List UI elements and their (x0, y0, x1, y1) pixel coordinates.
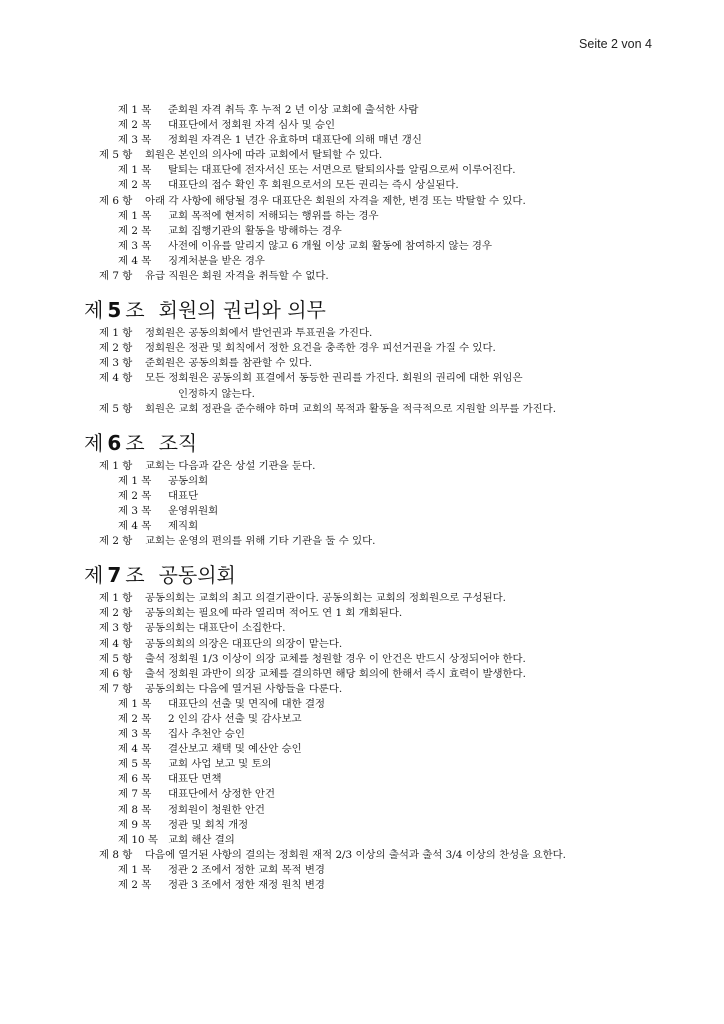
clause-text: 대표단에서 상정한 안건 (168, 788, 275, 801)
article-suffix: 조 (125, 563, 145, 588)
clause-label: 제 9 목 (118, 818, 152, 831)
clause-text: 정회원은 공동의회에서 발언권과 투표권을 가진다. (145, 327, 373, 340)
article-prefix: 제 (84, 563, 104, 588)
clause-line (84, 194, 664, 209)
article-number: 7 (107, 563, 122, 588)
clause-text: 대표단의 접수 확인 후 회원으로서의 모든 권리는 즉시 상실된다. (168, 179, 459, 192)
clause-label: 제 1 목 (118, 474, 152, 487)
item-line (84, 163, 664, 178)
clause-label: 제 10 목 (118, 833, 158, 846)
clause-label: 제 1 항 (99, 592, 133, 605)
clause-label: 제 8 목 (118, 803, 152, 816)
clause-text: 대표단에서 정회원 자격 심사 및 승인 (168, 119, 336, 132)
clause-text: 준회원 자격 취득 후 누적 2 년 이상 교회에 출석한 사람 (168, 104, 419, 116)
clause-text: 정관 3 조에서 정한 재정 원칙 변경 (168, 879, 325, 892)
clause-line (84, 371, 664, 386)
clause-label: 제 7 목 (118, 788, 152, 801)
article-suffix: 조 (125, 430, 145, 455)
item-line (84, 878, 664, 893)
clause-label: 제 1 목 (118, 697, 152, 710)
clause-text: 공동의회는 필요에 따라 열리며 적어도 연 1 회 개회된다. (145, 607, 403, 620)
clause-line (84, 667, 664, 682)
clause-line (84, 606, 664, 621)
clause-text: 교회 목적에 현저히 저해되는 행위를 하는 경우 (168, 209, 379, 222)
clause-label: 제 4 목 (118, 254, 152, 267)
clause-label: 제 2 목 (118, 119, 152, 132)
clause-label: 제 6 항 (99, 194, 133, 207)
clause-label: 제 5 목 (118, 758, 152, 771)
clause-label: 제 6 항 (99, 667, 133, 680)
clause-line (84, 341, 664, 356)
clause-label: 제 3 목 (118, 728, 152, 741)
clause-text: 공동의회 (168, 474, 209, 487)
item-line (84, 224, 664, 239)
clause-label: 제 1 항 (99, 327, 133, 340)
item-line (84, 803, 664, 818)
clause-line (84, 534, 664, 549)
clause-text: 2 인의 감사 선출 및 감사보고 (168, 713, 302, 725)
clause-label: 제 3 항 (99, 622, 133, 635)
item-line (84, 772, 664, 787)
clause-label: 제 2 목 (118, 713, 152, 725)
clause-text: 교회 사업 보고 및 토의 (168, 758, 272, 771)
clause-text: 정회원 자격은 1 년간 유효하며 대표단에 의해 매년 갱신 (168, 134, 422, 147)
clause-text: 모든 정회원은 공동의회 표결에서 동등한 권리를 가진다. 회원의 권리에 대한 위임은 (145, 372, 523, 385)
item-line (84, 697, 664, 712)
continuation-line (84, 387, 664, 402)
item-line (84, 239, 664, 254)
article-number: 5 (107, 298, 122, 323)
clause-text: 정관 2 조에서 정한 교회 목적 변경 (168, 863, 325, 876)
clause-text: 인정하지 않는다. (178, 387, 255, 400)
item-line (84, 818, 664, 833)
clause-text: 출석 정회원 1/3 이상이 의장 교체를 청원할 경우 이 안건은 반드시 상정되어야 한다. (145, 652, 526, 665)
clause-line (84, 637, 664, 652)
article-heading (84, 297, 664, 323)
article-title: 공동의회 (158, 563, 236, 588)
item-line (84, 757, 664, 772)
clause-text: 교회 해산 결의 (168, 833, 235, 846)
clause-text: 사전에 이유를 알리지 않고 6 개월 이상 교회 활동에 참여하지 않는 경우 (168, 239, 492, 252)
clause-text: 대표단 (168, 489, 199, 502)
clause-label: 제 2 목 (118, 179, 152, 192)
clause-label: 제 8 항 (99, 848, 133, 861)
clause-text: 회원은 교회 정관을 준수해야 하며 교회의 목적과 활동을 적극적으로 지원할 의무를 가진다. (145, 402, 557, 415)
clause-text: 유급 직원은 회원 자격을 취득할 수 없다. (145, 270, 329, 283)
item-line (84, 863, 664, 878)
clause-text: 아래 각 사항에 해당될 경우 대표단은 회원의 자격을 제한, 변경 또는 박탈할 수 있다. (145, 194, 526, 207)
article-title: 조직 (158, 430, 198, 455)
item-line (84, 118, 664, 133)
clause-label: 제 2 항 (99, 342, 133, 355)
clause-line (84, 402, 664, 417)
document-body (84, 103, 664, 893)
article-prefix: 제 (84, 298, 104, 323)
clause-label: 제 2 목 (118, 879, 152, 892)
item-line (84, 742, 664, 757)
item-line (84, 178, 664, 193)
clause-label: 제 2 목 (118, 489, 152, 502)
clause-text: 정관 및 회칙 개정 (168, 818, 249, 831)
clause-text: 교회 집행기관의 활동을 방해하는 경우 (168, 224, 342, 237)
clause-label: 제 7 항 (99, 270, 133, 283)
clause-label: 제 2 목 (118, 224, 152, 237)
clause-text: 운영위원회 (168, 504, 219, 517)
item-line (84, 474, 664, 489)
clause-text: 다음에 열거된 사항의 결의는 정회원 재적 2/3 이상의 출석과 출석 3/4 이상의 찬성을 요한다. (145, 848, 566, 861)
item-line (84, 209, 664, 224)
clause-label: 제 1 목 (118, 209, 152, 222)
item-line (84, 833, 664, 848)
clause-line (84, 356, 664, 371)
clause-label: 제 6 목 (118, 773, 152, 786)
clause-line (84, 459, 664, 474)
clause-text: 출석 정회원 과반이 의장 교체를 결의하면 해당 회의에 한해서 즉시 효력이 발생한다. (145, 667, 526, 680)
clause-label: 제 3 항 (99, 357, 133, 370)
item-line (84, 254, 664, 269)
article-suffix: 조 (125, 298, 145, 323)
article-heading (84, 430, 664, 456)
clause-text: 교회는 다음과 같은 상설 기관을 둔다. (145, 459, 316, 472)
clause-text: 공동의회는 교회의 최고 의결기관이다. 공동의회는 교회의 정회원으로 구성된다. (145, 592, 506, 605)
clause-label: 제 1 항 (99, 459, 133, 472)
clause-text: 준회원은 공동의회를 참관할 수 있다. (145, 357, 313, 370)
clause-line (84, 591, 664, 606)
clause-text: 징계처분을 받은 경우 (168, 254, 265, 267)
clause-label: 제 1 목 (118, 863, 152, 876)
clause-text: 회원은 본인의 의사에 따라 교회에서 탈퇴할 수 있다. (145, 149, 383, 162)
clause-label: 제 2 항 (99, 535, 133, 548)
clause-label: 제 4 목 (118, 743, 152, 756)
clause-label: 제 3 목 (118, 134, 152, 147)
clause-label: 제 4 항 (99, 372, 133, 385)
clause-line (84, 848, 664, 863)
clause-line (84, 621, 664, 636)
clause-text: 공동의회는 다음에 열거된 사항들을 다룬다. (145, 682, 343, 695)
item-line (84, 519, 664, 534)
clause-label: 제 5 항 (99, 652, 133, 665)
clause-line (84, 326, 664, 341)
item-line (84, 787, 664, 802)
page-number: Seite 2 von 4 (579, 37, 652, 51)
clause-line (84, 682, 664, 697)
item-line (84, 727, 664, 742)
clause-text: 교회는 운영의 편의를 위해 기타 기관을 둘 수 있다. (145, 535, 376, 548)
clause-line (84, 269, 664, 284)
item-line (84, 489, 664, 504)
clause-text: 제직회 (168, 520, 199, 533)
article-heading (84, 562, 664, 588)
clause-text: 정회원이 청원한 안건 (168, 803, 265, 816)
clause-text: 정회원은 정관 및 회칙에서 정한 요건을 충족한 경우 피선거권을 가질 수 있다. (145, 342, 496, 355)
clause-label: 제 4 목 (118, 520, 152, 533)
clause-text: 결산보고 채택 및 예산안 승인 (168, 743, 302, 756)
clause-text: 대표단의 선출 및 면직에 대한 결정 (168, 697, 326, 710)
clause-line (84, 652, 664, 667)
clause-label: 제 4 항 (99, 637, 133, 650)
clause-line (84, 148, 664, 163)
item-line (84, 133, 664, 148)
item-line (84, 504, 664, 519)
clause-text: 대표단 면책 (168, 773, 222, 786)
clause-label: 제 2 항 (99, 607, 133, 620)
clause-text: 탈퇴는 대표단에 전자서신 또는 서면으로 탈퇴의사를 알림으로써 이루어진다. (168, 164, 516, 177)
clause-text: 공동의회의 의장은 대표단의 의장이 맡는다. (145, 637, 343, 650)
clause-label: 제 7 항 (99, 682, 133, 695)
item-line (84, 712, 664, 727)
article-prefix: 제 (84, 430, 104, 455)
article-title: 회원의 권리와 의무 (158, 298, 326, 323)
clause-text: 집사 추천안 승인 (168, 728, 245, 741)
item-line (84, 103, 664, 118)
clause-label: 제 3 목 (118, 239, 152, 252)
clause-label: 제 1 목 (118, 104, 152, 116)
clause-label: 제 5 항 (99, 402, 133, 415)
clause-label: 제 3 목 (118, 504, 152, 517)
article-number: 6 (107, 430, 122, 455)
clause-label: 제 1 목 (118, 164, 152, 177)
clause-text: 공동의회는 대표단이 소집한다. (145, 622, 286, 635)
clause-label: 제 5 항 (99, 149, 133, 162)
